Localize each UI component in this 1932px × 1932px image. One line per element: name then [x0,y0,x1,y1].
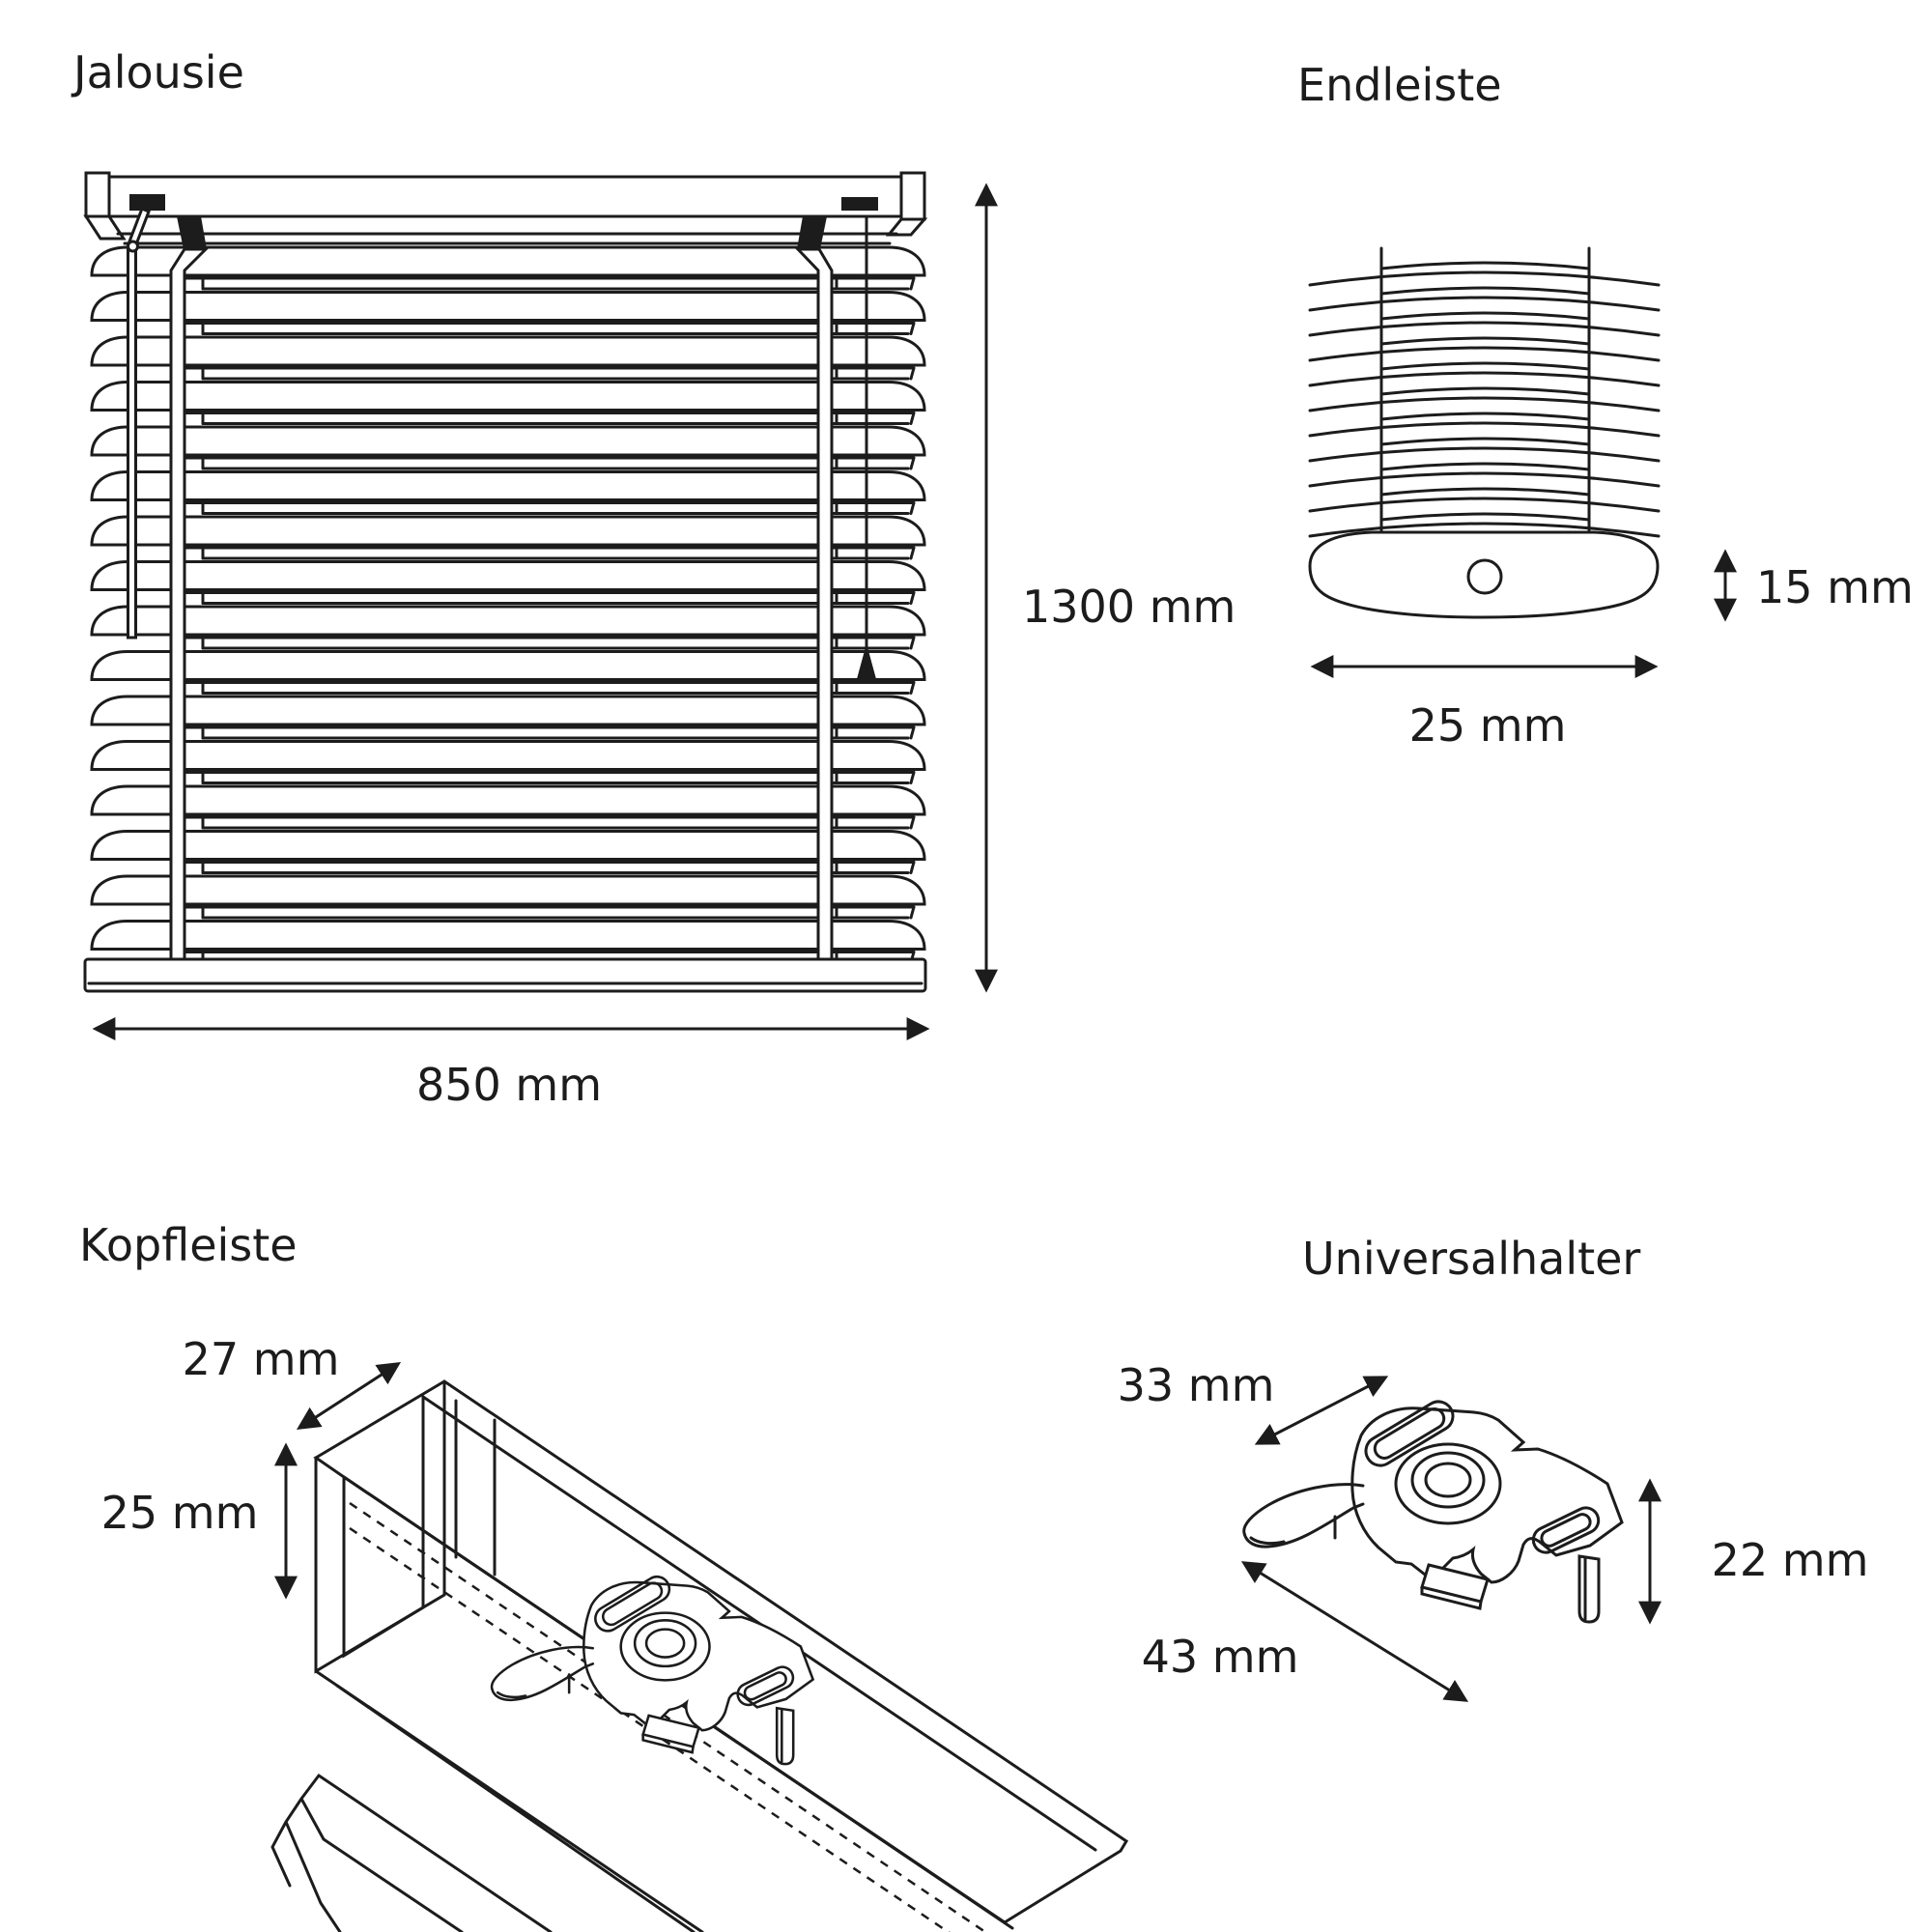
kopfleiste-title: Kopfleiste [79,1219,298,1271]
jalousie-title: Jalousie [73,46,244,99]
universalhalter-width-label: 43 mm [1141,1631,1299,1683]
tilt-wand [128,249,136,638]
cord-cleat [842,198,877,210]
wand-tilter-clip [130,195,164,210]
endleiste-height-label: 15 mm [1756,561,1914,613]
endleiste-title: Endleiste [1297,59,1502,111]
bottom-rail-profile [1310,532,1658,617]
kopfleiste-depth-label: 27 mm [182,1333,340,1385]
headrail-right-cap [901,173,924,219]
endleiste-width-label: 25 mm [1408,699,1567,752]
headrail-left-cap [86,173,109,216]
jalousie-width-label: 850 mm [415,1059,603,1111]
universalhalter-depth-label: 33 mm [1117,1359,1275,1411]
jalousie-drawing [85,173,986,1029]
universalhalter-height-label: 22 mm [1711,1534,1869,1586]
kopfleiste-drawing [272,1364,1126,1932]
headrail [103,177,906,216]
universalhalter-drawing [1244,1378,1650,1700]
endleiste-drawing [1310,248,1725,667]
universalhalter-title: Universalhalter [1302,1233,1641,1285]
kopfleiste-height-label: 25 mm [100,1487,259,1539]
bottom-rail [85,959,925,991]
jalousie-height-label: 1300 mm [1022,581,1236,633]
